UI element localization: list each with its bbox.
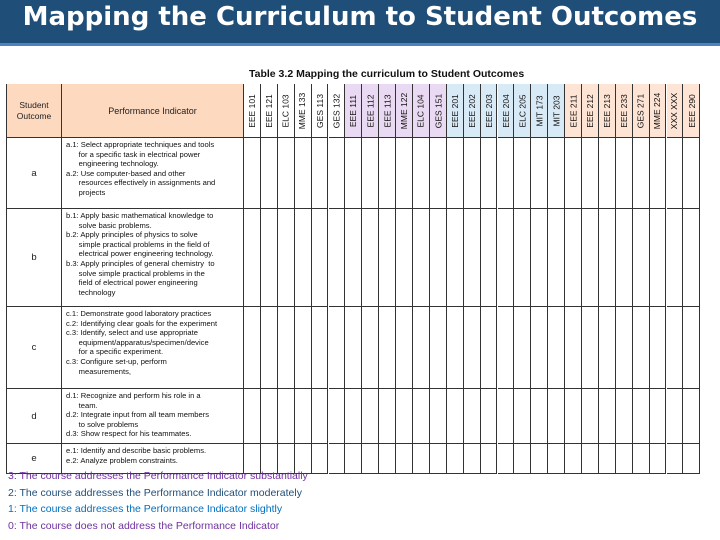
mapping-cell bbox=[362, 389, 379, 444]
course-header bbox=[278, 84, 295, 138]
mapping-cell bbox=[498, 307, 515, 389]
legend-item: 2: The course addresses the Performance Indicator moderately bbox=[8, 486, 302, 499]
mapping-cell bbox=[261, 389, 278, 444]
mapping-cell bbox=[345, 444, 362, 474]
mapping-cell bbox=[514, 389, 531, 444]
mapping-cell bbox=[650, 444, 667, 474]
performance-indicator-e-2: e.2: Analyze problem constraints. bbox=[66, 455, 178, 465]
course-header bbox=[498, 84, 515, 138]
mapping-cell bbox=[616, 444, 633, 474]
mapping-cell bbox=[413, 138, 430, 209]
mapping-cell bbox=[633, 307, 650, 389]
mapping-cell bbox=[447, 444, 464, 474]
course-code: EEE 112 bbox=[365, 94, 376, 127]
mapping-cell bbox=[329, 389, 346, 444]
course-code: EEE 233 bbox=[618, 93, 629, 128]
course-header bbox=[548, 84, 565, 138]
mapping-cell bbox=[396, 389, 413, 444]
mapping-cell bbox=[633, 209, 650, 307]
mapping-cell bbox=[498, 389, 515, 444]
legend-item: 0: The course does not address the Performance Indicator bbox=[8, 519, 280, 532]
performance-indicator-c-4: c.3: Configure set-up, perform measurements, bbox=[66, 357, 167, 376]
mapping-cell bbox=[498, 138, 515, 209]
mapping-cell bbox=[312, 138, 329, 209]
course-code: EEE 101 bbox=[246, 93, 257, 128]
mapping-cell bbox=[582, 138, 599, 209]
mapping-cell bbox=[683, 389, 700, 444]
course-header bbox=[345, 84, 362, 138]
mapping-cell bbox=[616, 209, 633, 307]
mapping-cell bbox=[531, 444, 548, 474]
course-code: EEE 213 bbox=[601, 93, 612, 128]
course-code: XXX XXX bbox=[669, 92, 680, 129]
performance-indicator-d-1: d.1: Recognize and perform his role in a team. bbox=[66, 391, 201, 410]
mapping-cell bbox=[531, 209, 548, 307]
header-student-outcome: Student Outcome bbox=[6, 84, 62, 138]
course-code: ELC 104 bbox=[415, 93, 426, 128]
outcome-letter-e: e bbox=[6, 444, 62, 474]
course-header bbox=[362, 84, 379, 138]
course-code: MIT 173 bbox=[534, 94, 545, 127]
mapping-cell bbox=[379, 444, 396, 474]
course-header bbox=[312, 84, 329, 138]
mapping-cell bbox=[362, 138, 379, 209]
course-code: EEE 212 bbox=[584, 93, 595, 128]
mapping-cell bbox=[514, 444, 531, 474]
mapping-cell bbox=[261, 307, 278, 389]
mapping-cell bbox=[295, 209, 312, 307]
mapping-cell bbox=[667, 307, 684, 389]
mapping-cell bbox=[565, 209, 582, 307]
course-code: GES 271 bbox=[635, 93, 646, 128]
legend-item: 1: The course addresses the Performance Indicator slightly bbox=[8, 503, 283, 515]
mapping-cell bbox=[464, 209, 481, 307]
course-code: EEE 111 bbox=[348, 94, 359, 127]
mapping-cell bbox=[633, 444, 650, 474]
mapping-cell bbox=[582, 209, 599, 307]
mapping-cell bbox=[565, 389, 582, 444]
mapping-cell bbox=[345, 389, 362, 444]
mapping-cell bbox=[650, 307, 667, 389]
course-header bbox=[531, 84, 548, 138]
performance-indicator-cell bbox=[62, 307, 244, 389]
performance-indicator-e-1: e.1: Identify and describe basic problems. bbox=[66, 446, 207, 455]
mapping-cell bbox=[244, 138, 261, 209]
mapping-cell bbox=[531, 138, 548, 209]
mapping-cell bbox=[396, 444, 413, 474]
performance-indicator-b-3: b.3: Apply principles of general chemistry to solve simple practical problems in the field of electrical power engineering technology bbox=[66, 259, 215, 297]
mapping-cell bbox=[616, 389, 633, 444]
performance-indicator-d-2: d.2: Integrate input from all team members to solve problems bbox=[66, 410, 210, 429]
course-code: GES 132 bbox=[331, 93, 342, 128]
mapping-cell bbox=[396, 138, 413, 209]
mapping-cell bbox=[362, 444, 379, 474]
mapping-cell bbox=[667, 138, 684, 209]
mapping-cell bbox=[464, 389, 481, 444]
mapping-cell bbox=[329, 307, 346, 389]
mapping-cell bbox=[616, 307, 633, 389]
performance-indicator-cell bbox=[62, 138, 244, 209]
outcome-letter-d: d bbox=[6, 389, 62, 444]
course-header bbox=[650, 84, 667, 138]
course-header bbox=[481, 84, 498, 138]
mapping-cell bbox=[244, 389, 261, 444]
mapping-cell bbox=[531, 307, 548, 389]
mapping-cell bbox=[362, 307, 379, 389]
course-header bbox=[379, 84, 396, 138]
mapping-cell bbox=[430, 389, 447, 444]
course-code: ELC 205 bbox=[517, 93, 528, 128]
mapping-cell bbox=[667, 389, 684, 444]
mapping-cell bbox=[633, 138, 650, 209]
course-header bbox=[396, 84, 413, 138]
mapping-cell bbox=[683, 138, 700, 209]
mapping-cell bbox=[261, 209, 278, 307]
mapping-cell bbox=[413, 389, 430, 444]
performance-indicator-c-3: c.3: Identify, select and use appropriate equipment/apparatus/specimen/device for a specific experiment. bbox=[66, 328, 209, 357]
mapping-cell bbox=[514, 209, 531, 307]
mapping-cell bbox=[430, 209, 447, 307]
course-header bbox=[633, 84, 650, 138]
mapping-cell bbox=[447, 389, 464, 444]
outcome-letter-b: b bbox=[6, 209, 62, 307]
mapping-cell bbox=[498, 444, 515, 474]
course-code: GES 151 bbox=[432, 93, 443, 128]
mapping-cell bbox=[498, 209, 515, 307]
mapping-cell bbox=[379, 307, 396, 389]
mapping-cell bbox=[514, 138, 531, 209]
mapping-cell bbox=[565, 444, 582, 474]
mapping-cell bbox=[548, 307, 565, 389]
mapping-cell bbox=[464, 444, 481, 474]
performance-indicator-a-2: a.2: Use computer-based and other resources effectively in assignments and projects bbox=[66, 168, 216, 197]
mapping-cell bbox=[312, 444, 329, 474]
mapping-cell bbox=[312, 389, 329, 444]
course-code: ELC 103 bbox=[280, 93, 291, 128]
mapping-cell bbox=[396, 209, 413, 307]
course-header bbox=[329, 84, 346, 138]
course-header bbox=[447, 84, 464, 138]
slide-title: Mapping the Curriculum to Student Outcomes bbox=[22, 2, 698, 32]
course-code: EEE 121 bbox=[263, 93, 274, 128]
mapping-cell bbox=[650, 209, 667, 307]
mapping-cell bbox=[430, 307, 447, 389]
course-code: EEE 203 bbox=[483, 93, 494, 128]
mapping-cell bbox=[481, 444, 498, 474]
mapping-cell bbox=[396, 307, 413, 389]
mapping-cell bbox=[531, 389, 548, 444]
mapping-cell bbox=[329, 138, 346, 209]
mapping-cell bbox=[548, 444, 565, 474]
mapping-cell bbox=[565, 138, 582, 209]
mapping-cell bbox=[379, 138, 396, 209]
mapping-cell bbox=[295, 307, 312, 389]
outcome-letter-c: c bbox=[6, 307, 62, 389]
course-code: MME 224 bbox=[652, 92, 663, 129]
mapping-cell bbox=[413, 209, 430, 307]
course-header bbox=[667, 84, 684, 138]
mapping-cell bbox=[362, 209, 379, 307]
performance-indicator-c-2: c.2: Identifying clear goals for the experiment bbox=[66, 318, 218, 328]
course-header bbox=[616, 84, 633, 138]
mapping-cell bbox=[345, 307, 362, 389]
course-header bbox=[430, 84, 447, 138]
performance-indicator-b-1: b.1: Apply basic mathematical knowledge to solve basic problems. bbox=[66, 211, 214, 230]
mapping-cell bbox=[278, 307, 295, 389]
mapping-cell bbox=[379, 209, 396, 307]
course-code: MME 122 bbox=[399, 92, 410, 129]
course-header bbox=[413, 84, 430, 138]
course-header bbox=[582, 84, 599, 138]
mapping-cell bbox=[548, 209, 565, 307]
mapping-cell bbox=[667, 209, 684, 307]
mapping-cell bbox=[683, 209, 700, 307]
mapping-cell bbox=[514, 307, 531, 389]
course-code: EEE 204 bbox=[500, 93, 511, 128]
mapping-cell bbox=[312, 209, 329, 307]
mapping-cell bbox=[582, 444, 599, 474]
course-code: GES 113 bbox=[314, 93, 325, 128]
performance-indicator-b-2: b.2: Apply principles of physics to solve simple practical problems in the field of electrical power engineering technology. bbox=[66, 230, 214, 259]
course-code: EEE 202 bbox=[466, 93, 477, 128]
mapping-cell bbox=[667, 444, 684, 474]
mapping-cell bbox=[244, 209, 261, 307]
mapping-cell bbox=[261, 138, 278, 209]
table-caption: Table 3.2 Mapping the curriculum to Student Outcomes bbox=[249, 68, 525, 80]
mapping-cell bbox=[481, 307, 498, 389]
mapping-cell bbox=[481, 209, 498, 307]
mapping-cell bbox=[312, 307, 329, 389]
course-header bbox=[565, 84, 582, 138]
course-header bbox=[599, 84, 616, 138]
mapping-cell bbox=[430, 138, 447, 209]
mapping-cell bbox=[295, 389, 312, 444]
performance-indicator-a-1: a.1: Select appropriate techniques and tools for a specific task in electrical power engineering technology. bbox=[66, 140, 215, 169]
mapping-cell bbox=[633, 389, 650, 444]
mapping-cell bbox=[548, 138, 565, 209]
mapping-cell bbox=[650, 138, 667, 209]
course-code: MIT 203 bbox=[551, 94, 562, 127]
mapping-cell bbox=[244, 307, 261, 389]
course-code: EEE 113 bbox=[382, 94, 393, 127]
mapping-cell bbox=[481, 138, 498, 209]
mapping-cell bbox=[599, 444, 616, 474]
mapping-cell bbox=[582, 389, 599, 444]
mapping-cell bbox=[278, 389, 295, 444]
course-header bbox=[514, 84, 531, 138]
mapping-cell bbox=[599, 389, 616, 444]
course-header bbox=[683, 84, 700, 138]
mapping-cell bbox=[430, 444, 447, 474]
performance-indicator-cell bbox=[62, 389, 244, 444]
mapping-cell bbox=[548, 389, 565, 444]
mapping-cell bbox=[565, 307, 582, 389]
mapping-cell bbox=[413, 444, 430, 474]
mapping-cell bbox=[278, 138, 295, 209]
course-header bbox=[464, 84, 481, 138]
mapping-cell bbox=[582, 307, 599, 389]
mapping-cell bbox=[295, 138, 312, 209]
mapping-cell bbox=[464, 138, 481, 209]
mapping-cell bbox=[447, 138, 464, 209]
outcome-letter-a: a bbox=[6, 138, 62, 209]
mapping-cell bbox=[447, 209, 464, 307]
course-header bbox=[295, 84, 312, 138]
performance-indicator-c-1: c.1: Demonstrate good laboratory practices bbox=[66, 309, 212, 318]
course-code: EEE 211 bbox=[568, 94, 579, 127]
mapping-cell bbox=[650, 389, 667, 444]
course-header bbox=[261, 84, 278, 138]
course-code: EEE 201 bbox=[449, 93, 460, 128]
mapping-cell bbox=[481, 389, 498, 444]
course-code: EEE 290 bbox=[686, 93, 697, 128]
legend-item: 3: The course addresses the Performance Indicator substantially bbox=[8, 470, 308, 482]
title-bar bbox=[0, 0, 720, 46]
mapping-cell bbox=[599, 307, 616, 389]
mapping-cell bbox=[329, 209, 346, 307]
header-performance-indicator: Performance Indicator bbox=[62, 84, 244, 138]
mapping-cell bbox=[329, 444, 346, 474]
course-code: MME 133 bbox=[297, 92, 308, 129]
mapping-cell bbox=[464, 307, 481, 389]
mapping-cell bbox=[345, 209, 362, 307]
mapping-cell bbox=[345, 138, 362, 209]
performance-indicator-d-3: d.3: Show respect for his teammates. bbox=[66, 429, 192, 439]
mapping-cell bbox=[616, 138, 633, 209]
mapping-cell bbox=[278, 209, 295, 307]
mapping-cell bbox=[683, 444, 700, 474]
mapping-cell bbox=[379, 389, 396, 444]
course-header bbox=[244, 84, 261, 138]
mapping-cell bbox=[599, 138, 616, 209]
mapping-cell bbox=[447, 307, 464, 389]
performance-indicator-cell bbox=[62, 209, 244, 307]
mapping-cell bbox=[599, 209, 616, 307]
mapping-cell bbox=[413, 307, 430, 389]
mapping-cell bbox=[683, 307, 700, 389]
